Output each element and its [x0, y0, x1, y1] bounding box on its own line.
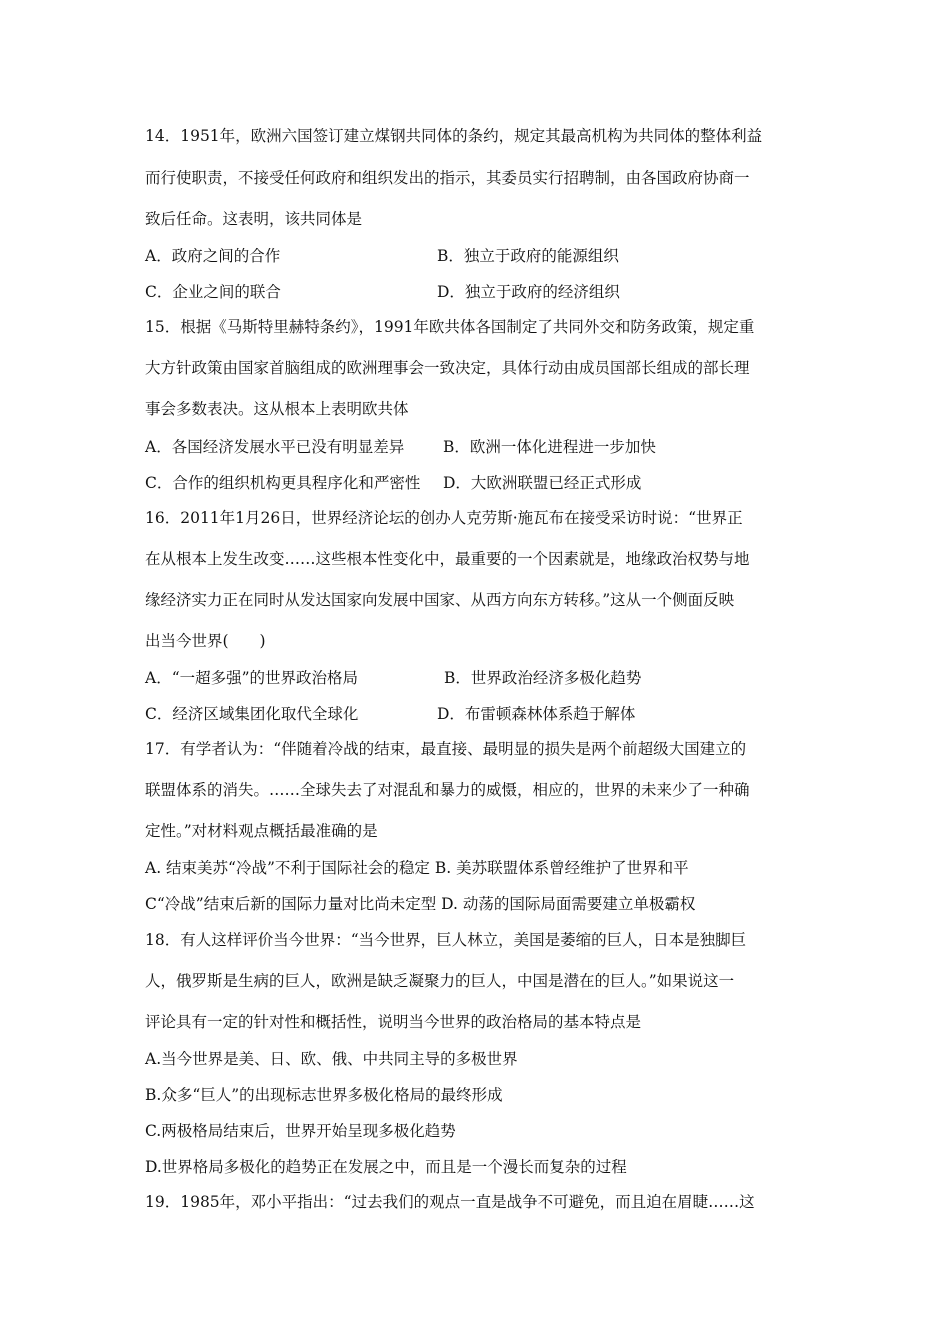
- q17-stem-line: 17．有学者认为：“伴随着冷战的结束，最直接、最明显的损失是两个前超级大国建立的: [145, 740, 747, 758]
- q17-stem-line: 联盟体系的消失。……全球失去了对混乱和暴力的威慑，相应的，世界的未来少了一种确: [145, 781, 750, 799]
- q18-stem-line: 人，俄罗斯是生病的巨人，欧洲是缺乏凝聚力的巨人，中国是潜在的巨人。”如果说这一: [145, 972, 735, 990]
- q18-stem-line: 18．有人这样评价当今世界：“当今世界，巨人林立，美国是萎缩的巨人，日本是独脚巨: [145, 931, 747, 949]
- q16-option-d: D．布雷顿森林体系趋于解体: [437, 705, 636, 723]
- q15-option-a: A．各国经济发展水平已没有明显差异: [145, 438, 405, 456]
- q17-option-ab: A. 结束美苏“冷战”不利于国际社会的稳定 B. 美苏联盟体系曾经维护了世界和平: [145, 859, 689, 877]
- q15-option-d: D．大欧洲联盟已经正式形成: [443, 474, 642, 492]
- q18-option-d: D.世界格局多极化的趋势正在发展之中，而且是一个漫长而复杂的过程: [145, 1158, 627, 1176]
- q15-option-c: C．合作的组织机构更具程序化和严密性: [145, 474, 421, 492]
- q14-option-b: B．独立于政府的能源组织: [437, 247, 619, 265]
- q16-option-c: C．经济区域集团化取代全球化: [145, 705, 359, 723]
- q14-option-d: D．独立于政府的经济组织: [437, 283, 620, 301]
- q18-option-c: C.两极格局结束后，世界开始呈现多极化趋势: [145, 1122, 456, 1140]
- q17-option-cd: C“冷战”结束后新的国际力量对比尚未定型 D. 动荡的国际局面需要建立单极霸权: [145, 895, 696, 913]
- q14-option-a: A．政府之间的合作: [145, 247, 281, 265]
- q17-stem-line: 定性。”对材料观点概括最准确的是: [145, 822, 378, 840]
- q19-stem-line: 19．1985年，邓小平指出：“过去我们的观点一直是战争不可避免，而且迫在眉睫……这: [145, 1193, 755, 1211]
- q15-option-b: B．欧洲一体化进程进一步加快: [443, 438, 656, 456]
- q15-stem-line: 事会多数表决。这从根本上表明欧共体: [145, 400, 409, 418]
- q16-option-a: A．“一超多强”的世界政治格局: [145, 669, 359, 687]
- q15-stem-line: 大方针政策由国家首脑组成的欧洲理事会一致决定，具体行动由成员国部长组成的部长理: [145, 359, 750, 377]
- q16-stem-line: 16．2011年1月26日，世界经济论坛的创办人克劳斯·施瓦布在接受采访时说：“世界正: [145, 509, 743, 527]
- q15-stem-line: 15．根据《马斯特里赫特条约》，1991年欧共体各国制定了共同外交和防务政策，规定重: [145, 318, 755, 336]
- q14-stem-line: 致后任命。这表明，该共同体是: [145, 210, 363, 228]
- q14-option-c: C．企业之间的联合: [145, 283, 281, 301]
- q16-stem-line: 缘经济实力正在同时从发达国家向发展中国家、从西方向东方转移。”这从一个侧面反映: [145, 591, 735, 609]
- q16-option-b: B．世界政治经济多极化趋势: [444, 669, 642, 687]
- q18-option-a: A.当今世界是美、日、欧、俄、中共同主导的多极世界: [145, 1050, 518, 1068]
- q16-stem-line: 在从根本上发生改变……这些根本性变化中，最重要的一个因素就是，地缘政治权势与地: [145, 550, 750, 568]
- q14-stem-line: 14．1951年，欧洲六国签订建立煤钢共同体的条约，规定其最高机构为共同体的整体利益: [145, 127, 763, 145]
- q18-option-b: B.众多“巨人”的出现标志世界多极化格局的最终形成: [145, 1086, 503, 1104]
- q14-stem-line: 而行使职责，不接受任何政府和组织发出的指示，其委员实行招聘制，由各国政府协商一: [145, 169, 750, 187]
- q16-stem-line: 出当今世界( ): [145, 632, 266, 650]
- q18-stem-line: 评论具有一定的针对性和概括性，说明当今世界的政治格局的基本特点是: [145, 1013, 642, 1031]
